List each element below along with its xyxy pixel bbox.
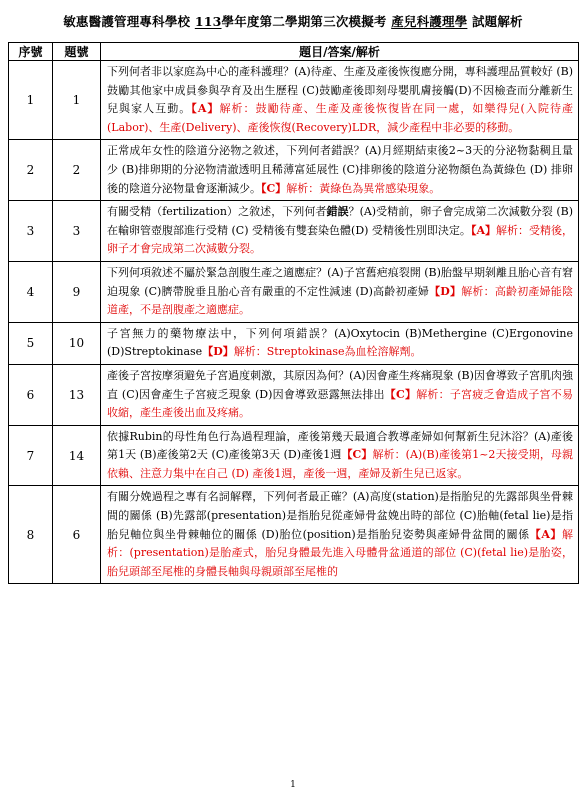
question-text: 有關受精（fertilization）之敘述，下列何者錯誤？(A)受精前，卵子會完成第二次減數分裂 (B)在輸卵管壺腹部進行受精 (C) 受精後有雙套染色體(D) 受精後性別即決定。 [107, 205, 574, 237]
row-qno: 14 [53, 425, 101, 486]
row-seq: 4 [9, 261, 53, 322]
row-content [101, 140, 579, 201]
answer-key: 【D】 [202, 345, 234, 359]
row-qno: 2 [53, 140, 101, 201]
question-text: 有關分娩過程之專有名詞解釋，下列何者最正確？(A)高度(station)是指胎兒的先露部與坐骨棘間的關係 (B)先露部(presentation)是指胎兒從產婦骨盆娩出時的部位 (C)胎軸(fetal lie)是指胎兒軸位與坐骨棘軸位的關係 (D)胎位(position)是指胎兒姿勢與產婦骨盆間的關係 [107, 490, 573, 541]
row-seq: 3 [9, 201, 53, 262]
row-seq: 5 [9, 322, 53, 364]
question-text: 正常成年女性的陰道分泌物之敘述，下列何者錯誤？(A)月經期結束後2~3天的分泌物黏稠且量少 (B)排卵期的分泌物清澈透明且稀薄富延展性 (C)排卵後的陰道分泌物顏色為黃綠色 (D) 排卵後的陰道分泌物量會逐漸減少。 [107, 144, 573, 195]
row-content [101, 486, 579, 584]
question-text: 下列何者非以家庭為中心的產科護理？(A)待產、生產及產後恢復應分開，專科護理品質較好 (B)鼓勵其他家中成員參與孕育及出生歷程 (C)鼓勵產後即刻母嬰肌膚接觸(D)不因檢查而分離新生兒與家人互動。 [107, 65, 573, 116]
row-content [101, 61, 579, 140]
row-qno: 6 [53, 486, 101, 584]
row-content [101, 261, 579, 322]
row-qno: 10 [53, 322, 101, 364]
question-text: 依據Rubin的母性角色行為過程理論，產後第幾天最適合教導產婦如何幫新生兒沐浴？(A)產後第1天 (B)產後第2天 (C)產後第3天 (D)產後1週 [107, 429, 573, 462]
row-qno: 3 [53, 201, 101, 262]
explanation-text: 解析：黃綠色為異常感染現象。 [286, 181, 441, 195]
question-text: 下列何項敘述不屬於緊急剖腹生產之適應症？(A)子宮舊疤痕裂開 (B)胎盤早期剝離且胎心音有窘迫現象 (C)臍帶脫垂且胎心音有嚴重的不定性減速 (D)高齡初產婦 [107, 265, 573, 298]
row-content [101, 201, 579, 262]
answer-key: 【A】 [191, 102, 220, 116]
answer-key: 【D】 [429, 284, 462, 298]
row-qno: 13 [53, 364, 101, 425]
explanation-text: 解析：(A)(B)產後第1~2天接受期，母親依賴、注意力集中在自己 (D) 產後1週，產後一週，產婦及新生兒已返家。 [107, 448, 573, 480]
column-header-qno: 題號 [53, 43, 101, 61]
explanation-text: 解析：鼓勵待產、生產及產後恢復皆在同一處，如樂得兒(入院待產(Labor)、生產(Delivery)、產後恢復(Recovery)LDR，減少產程中非必要的移動。 [107, 102, 573, 134]
school-name: 敏惠醫護管理專科學校 [63, 14, 191, 29]
explanation-text: 解析：受精後，卵子才會完成第二次減數分裂。 [107, 223, 574, 256]
explanation-text: 解析：Streptokinase為血栓溶解劑。 [233, 345, 422, 359]
row-seq: 1 [9, 61, 53, 140]
row-content [101, 322, 579, 364]
table-row [9, 322, 579, 364]
question-table [8, 42, 579, 584]
row-seq: 8 [9, 486, 53, 584]
table-row [9, 201, 579, 262]
row-seq: 7 [9, 425, 53, 486]
explanation-text: 解析：子宮疲乏會造成子宮不易收縮，產生產後出血及疼痛。 [107, 387, 573, 420]
table-row [9, 425, 579, 486]
row-qno: 1 [53, 61, 101, 140]
answer-key: 【A】 [470, 223, 496, 237]
subject-name: 產兒科護理學 [391, 14, 468, 29]
table-row [9, 140, 579, 201]
table-row [9, 364, 579, 425]
answer-key: 【A】 [529, 527, 562, 541]
document-title [0, 12, 586, 30]
question-emphasis: 錯誤 [326, 205, 349, 219]
academic-year: 113 [194, 14, 222, 29]
answer-key: 【C】 [341, 448, 373, 462]
row-content [101, 364, 579, 425]
row-seq: 2 [9, 140, 53, 201]
question-text: 產後子宮按摩須避免子宮過度刺激，其原因為何？(A)因會產生疼痛現象 (B)因會導致子宮肌肉強直 (C)因會產生子宮疲乏現象 (D)因會導致惡露無法排出 [107, 368, 573, 401]
term-label: 學年度第二學期第三次模擬考 [221, 14, 387, 29]
answer-key: 【C】 [384, 387, 417, 401]
answer-key: 【C】 [261, 181, 287, 195]
explanation-text: 解析：(presentation)是胎產式，胎兒身體最先進入母體骨盆通道的部位 (C)(fetal lie)是胎姿，胎兒頭部至尾椎的身體長軸與母親頭部至尾椎的 [107, 527, 573, 578]
column-header-content: 題目/答案/解析 [101, 43, 579, 61]
column-header-seq: 序號 [9, 43, 53, 61]
table-row [9, 486, 579, 584]
table-header-row [9, 43, 579, 61]
page-number: 1 [290, 780, 296, 790]
explanation-text: 解析：高齡初產婦能陰道產，不是剖腹產之適應症。 [107, 284, 574, 317]
row-content [101, 425, 579, 486]
table-row [9, 61, 579, 140]
question-text: 子宮無力的藥物療法中，下列何項錯誤？(A)Oxytocin (B)Methergine (C)Ergonovine (D)Streptokinase [107, 326, 573, 359]
row-qno: 9 [53, 261, 101, 322]
title-suffix: 試題解析 [471, 14, 523, 29]
table-row [9, 261, 579, 322]
row-seq: 6 [9, 364, 53, 425]
